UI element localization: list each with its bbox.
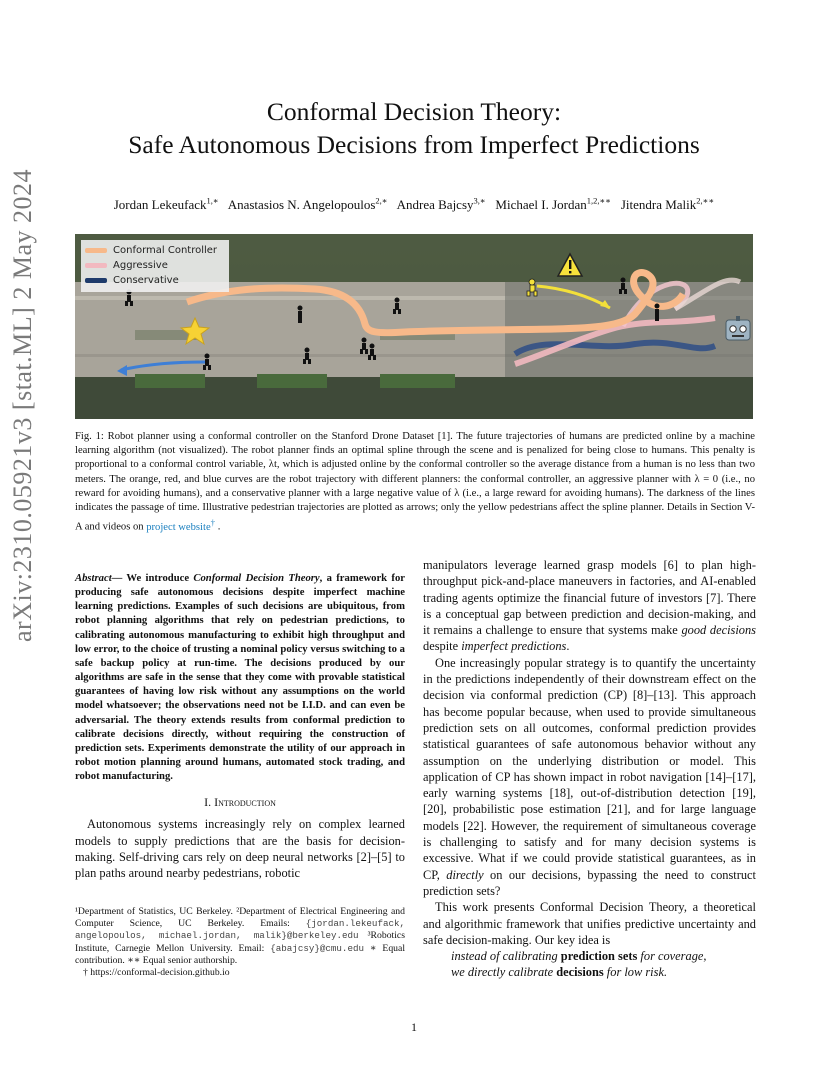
pedestrian-icon bbox=[298, 306, 303, 324]
legend-swatch bbox=[85, 248, 107, 253]
footnotes bbox=[75, 906, 405, 979]
legend-swatch bbox=[85, 263, 107, 268]
title-line-1: Conformal Decision Theory: bbox=[266, 97, 562, 126]
key-idea-line: instead of calibrating prediction sets for coverage, bbox=[451, 949, 707, 964]
abstract: Abstract— We introduce Conformal Decision Theory, a framework for producing safe autonomous decisions despite imperfect machine learning predictions. Examples of such decisions are ubiquitous, from robot planning algorithms that rely on pedestrian predictions, to calibrating autonomous manufacturing to exhibit high throughput and low error, to the choice of trusting a nominal policy versus switching to a safe backup policy at run-time. The decisions produced by our algorithms are safe in the sense that they come with provable statistical guarantees of having low risk without any assumptions on the world model whatsoever; the observations need not be I.I.D. and can even be adversarial. The theory extends results from conformal prediction to calibrate decisions directly, without requiring the construction of prediction sets. Experiments demonstrate the utility of our approach in robot motion planning around humans, automated stock trading, and robot manufacturing. bbox=[75, 573, 405, 783]
legend-swatch bbox=[85, 278, 107, 283]
pedestrian-icon bbox=[655, 304, 660, 322]
author-list bbox=[0, 196, 828, 213]
author: Anastasios N. Angelopoulos$^{2,∗}$ bbox=[227, 196, 388, 213]
footnote-website: † https://conformal-decision.github.io bbox=[83, 967, 230, 979]
figure-caption: Fig. 1: Robot planner using a conformal controller on the Stanford Drone Dataset [1]. The future trajectories of humans are predicted online by a machine learning algorithm (not visualized). The robot planner finds an optimal spline through the scene and is penalized for being close to humans. This penalty is proportional to a conformal control variable, λt, which is adjusted online by the conformal controller so the average distance from a human is no less than two meters. The orange, red, and blue curves are the robot trajectory with different planners: the conformal controller, an aggressive planner with λ = 0 (i.e., no reward for avoiding humans), and a conservative planner with a large negative value of λ (i.e., a large reward for avoiding humans). The darkness of the lines indicates the passage of time. Illustrative pedestrian trajectories are plotted as arrows; only the yellow pedestrians affect the spline planner. Details in Section V-A and videos on project website† . bbox=[75, 431, 755, 533]
intro-paragraph: This work presents Conformal Decision Theory, a theoretical and algorithmic framework that unifies predictive uncertainty and safe decision-making. Our key idea is bbox=[423, 900, 756, 947]
intro-paragraph: One increasingly popular strategy is to quantify the uncertainty in the predictions independently of their downstream effect on the decision via conformal prediction (CP) [8]–[13]. This approach has become popular because, when used to provide simultaneous prediction sets on all outcomes, conformal prediction provides statistical guarantees of safe autonomous behavior without any assumption on the underlying distribution or model. This application of CP has shown impact in robot navigation [14]–[17], early warning systems [18], out-of-distribution detection [19], [20], probabilistic pose estimation [21], and for large language models [22]. However, the requirement of simultaneous coverage is challenging to satisfy and for many decision systems is excessive. What if we could provide statistical guarantees, as in CP, directly on our decisions, bypassing the need to construct prediction sets? bbox=[423, 655, 756, 898]
footnote-affiliations: ¹Department of Statistics, UC Berkeley. ²Department of Electrical Engineering and Computer Science, UC Berkeley. Emails: {jordan.lekeufack, angelopoulos, michael.jordan, malik}@berkeley.edu ³Robotics Institute, Carnegie Mellon University. Email: {abajcsy}@cmu.edu ∗ Equal contribution. ∗∗ Equal senior authorship. bbox=[75, 906, 406, 966]
intro-paragraph: Autonomous systems increasingly rely on complex learned models to supply predictions that are the basis for decision-making. Self-driving cars rely on deep neural networks [2]–[5] to plan paths around nearby pedestrians, robotic bbox=[75, 817, 405, 881]
key-idea-line: we directly calibrate decisions for low risk. bbox=[451, 965, 668, 980]
right-column bbox=[423, 557, 756, 981]
section-heading: I. Introduction bbox=[204, 795, 276, 810]
author: Jordan Lekeufack$^{1,∗}$ bbox=[113, 196, 219, 213]
left-column bbox=[75, 572, 405, 882]
intro-paragraph: manipulators leverage learned grasp models [6] to plan high-throughput pick-and-place maneuvers in factories, and AI-enabled trading agents optimize the financial future of investors [7]. There is a conceptual gap between prediction and decision-making, and it remains a challenge to ensure that systems make good decisions despite imperfect predictions. bbox=[423, 558, 756, 654]
author: Andrea Bajcsy$^{3,∗}$ bbox=[396, 196, 486, 213]
figure-legend bbox=[81, 240, 229, 292]
robot-icon bbox=[726, 316, 750, 340]
title-line-2: Safe Autonomous Decisions from Imperfect Predictions bbox=[128, 130, 700, 159]
author: Michael I. Jordan$^{1,2,∗∗}$ bbox=[495, 196, 612, 213]
figure-1 bbox=[75, 234, 753, 419]
arxiv-sidebar-stamp: arXiv:2310.05921v3 [stat.ML] 2 May 2024 bbox=[8, 168, 37, 642]
legend-item: Conformal Controller bbox=[85, 243, 225, 258]
project-website-link[interactable]: project website† bbox=[146, 517, 216, 533]
author: Jitendra Malik$^{2,∗∗}$ bbox=[620, 196, 715, 213]
legend-item: Conservative bbox=[85, 273, 225, 288]
legend-item: Aggressive bbox=[85, 258, 225, 273]
paper-title bbox=[0, 95, 828, 161]
page-number: 1 bbox=[411, 1020, 417, 1034]
